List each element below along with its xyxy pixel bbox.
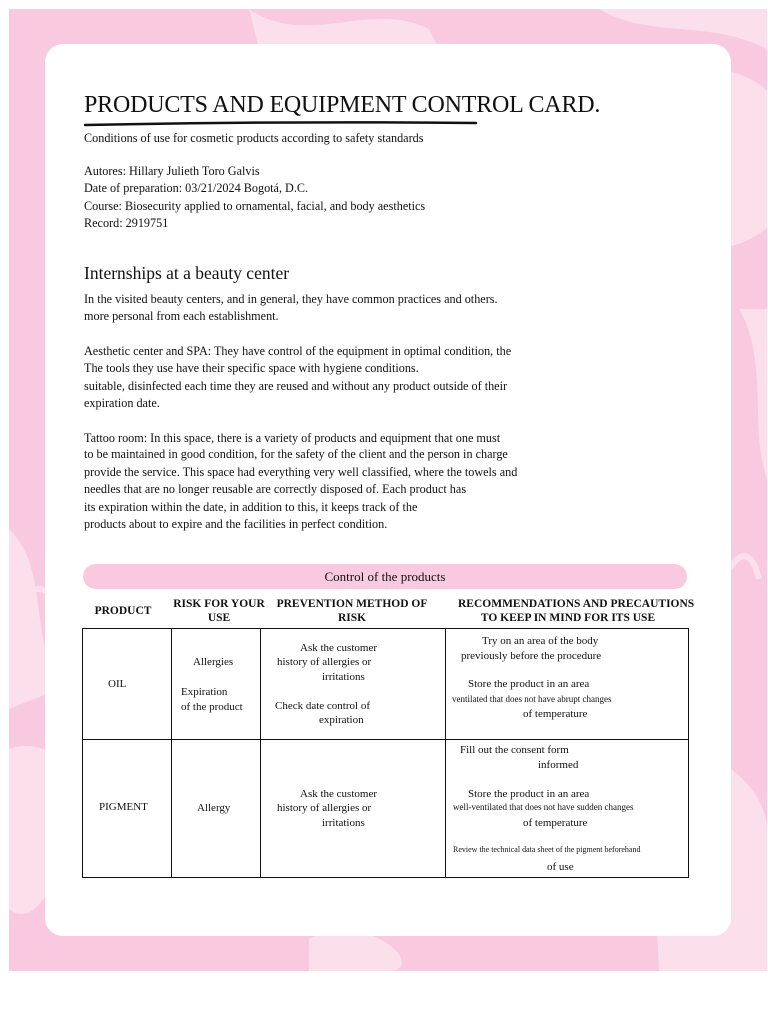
paragraph-line: expiration date. [84,396,160,410]
document-title: PRODUCTS AND EQUIPMENT CONTROL CARD. [84,92,601,118]
cell-prevention: irritations [322,817,365,829]
meta-course: Course: Biosecurity applied to ornamental, facial, and body aesthetics [84,199,426,213]
cell-product-pigment: PIGMENT [99,801,148,813]
meta-author: Autores: Hillary Julieth Toro Galvis [84,164,260,178]
header-recommendations-line2: TO KEEP IN MIND FOR ITS USE [480,612,656,624]
meta-record: Record: 2919751 [84,216,169,230]
paragraph-line: Tattoo room: In this space, there is a variety of products and equipment that one must [84,431,501,445]
cell-recommendation: Try on an area of the body [482,635,599,647]
paragraph-line: The tools they use have their specific space with hygiene conditions. [84,361,419,375]
paragraph-line: more personal from each establishment. [84,309,279,323]
header-prevention-line1: PREVENTION METHOD OF [276,598,428,610]
cell-product-oil: OIL [108,678,127,690]
products-table [82,628,689,878]
paragraph-line: its expiration within the date, in addition to this, it keeps track of the [84,500,418,514]
cell-recommendation: of temperature [523,817,588,829]
header-risk-line2: USE [207,612,231,624]
cell-recommendation: previously before the procedure [461,650,602,662]
cell-prevention: Check date control of [275,700,370,712]
paragraph-line: to be maintained in good condition, for the safety of the client and the person in charge [84,447,508,461]
cell-risk: Allergies [193,656,234,668]
cell-recommendation: well-ventilated that does not have sudden changes [453,802,634,812]
cell-recommendation: Store the product in an area [468,678,590,690]
cell-risk: of the product [181,701,243,713]
section-heading: Internships at a beauty center [84,263,290,283]
cell-recommendation: Store the product in an area [468,788,590,800]
paragraph-line: needles that are no longer reusable are correctly disposed of. Each product has [84,482,467,496]
cell-recommendation: ventilated that does not have abrupt changes [452,694,612,704]
cell-prevention: history of allergies or [277,656,372,668]
cell-risk: Expiration [181,686,228,698]
cell-prevention: expiration [319,714,364,726]
cell-recommendation: Fill out the consent form [460,744,569,756]
paragraph-line: products about to expire and the facilities in perfect condition. [84,517,388,531]
table-cell [83,629,172,740]
document-subtitle: Conditions of use for cosmetic products according to safety standards [84,131,424,145]
title-underline [84,120,479,128]
paragraph-line: Aesthetic center and SPA: They have control of the equipment in optimal condition, the [84,344,512,358]
cell-recommendation: Review the technical data sheet of the pigment beforehand [453,845,641,854]
cell-recommendation: of use [547,861,574,873]
cell-prevention: Ask the customer [300,642,377,654]
paragraph-line: provide the service. This space had everything very well classified, where the towels and [84,465,518,479]
paragraph-line: suitable, disinfected each time they are reused and without any product outside of their [84,379,508,393]
header-recommendations-line1: RECOMMENDATIONS AND PRECAUTIONS [458,598,695,610]
header-product: PRODUCT [94,605,152,617]
meta-date: Date of preparation: 03/21/2024 Bogotá, D.C. [84,181,309,195]
cell-prevention: history of allergies or [277,802,372,814]
cell-recommendation: informed [538,759,579,771]
cell-prevention: irritations [322,671,365,683]
table-caption: Control of the products [83,564,687,589]
header-prevention-line2: RISK [337,612,367,624]
table-cell [172,629,261,740]
cell-recommendation: of temperature [523,708,588,720]
cell-prevention: Ask the customer [300,788,377,800]
header-risk-line1: RISK FOR YOUR [173,598,265,610]
cell-risk: Allergy [197,802,231,814]
paragraph-line: In the visited beauty centers, and in general, they have common practices and others. [84,292,498,306]
